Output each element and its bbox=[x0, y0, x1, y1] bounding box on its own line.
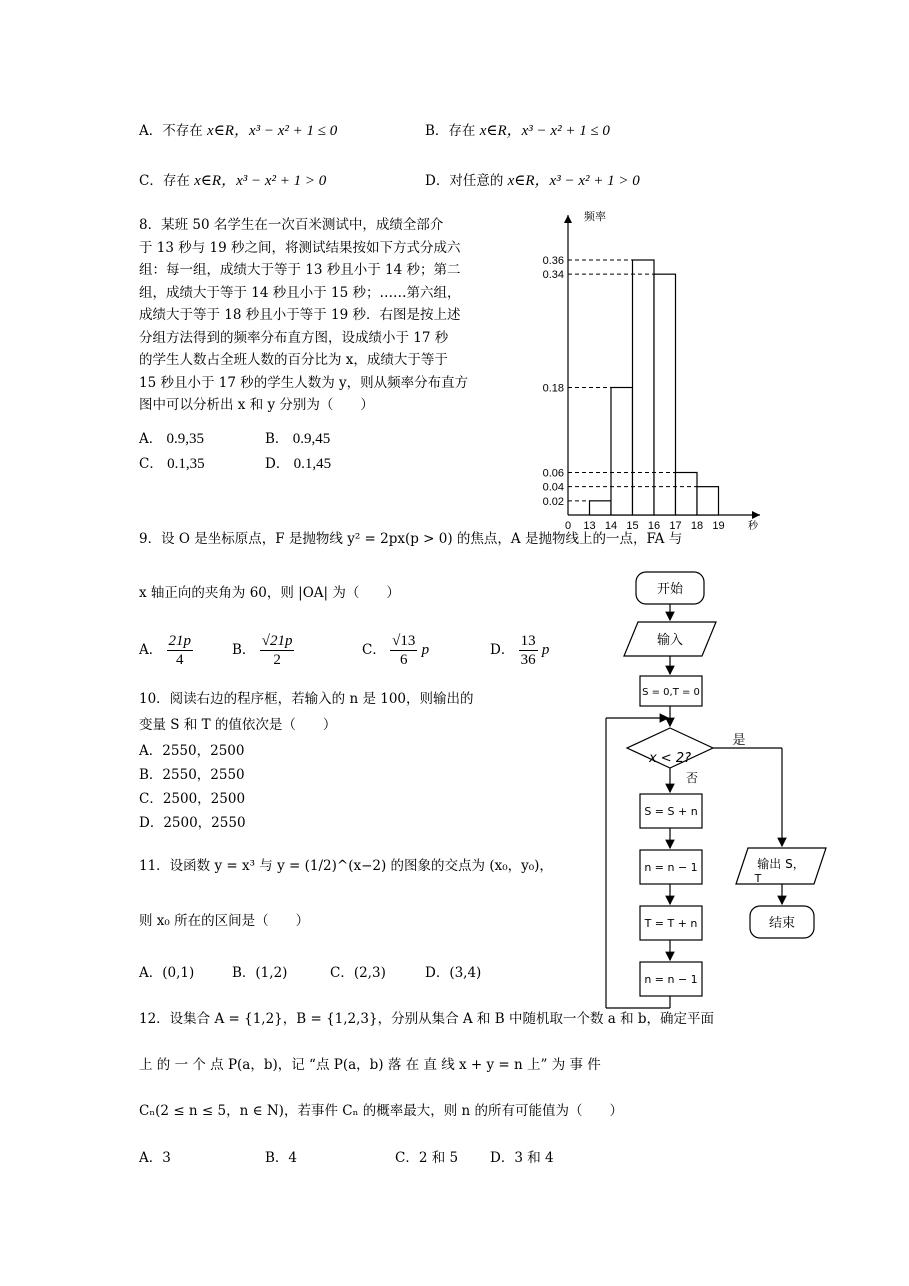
fraction-numerator: √13 bbox=[392, 633, 416, 649]
q11-line1: 11．设函数 y = x³ 与 y = (1/2)^(x−2) 的图象的交点为 (x₀，y₀)， bbox=[139, 858, 553, 874]
y-tick-label: 0.02 bbox=[542, 495, 564, 508]
q11-line2: 则 x₀ 所在的区间是（ ） bbox=[139, 913, 310, 929]
q9-option-d bbox=[490, 632, 549, 669]
q10-line2: 变量 S 和 T 的值依次是（ ） bbox=[139, 717, 337, 733]
x-axis-label: 秒 bbox=[748, 521, 758, 532]
q8-line: 组，成绩大于等于 14 秒且小于 15 秒；……第六组， bbox=[139, 284, 461, 301]
q7-option-c bbox=[139, 170, 326, 192]
y-axis-arrow bbox=[564, 215, 572, 223]
yes-label: 是 bbox=[732, 733, 746, 748]
condition-label: x < 2? bbox=[648, 751, 692, 766]
q8-line: 的学生人数占全班人数的百分比为 x，成绩大于等于 bbox=[139, 352, 448, 368]
q9-option-a-fraction bbox=[167, 632, 194, 669]
q10-line1: 10．阅读右边的程序框，若输入的 n 是 100，则输出的 bbox=[139, 691, 474, 707]
start-label: 开始 bbox=[656, 582, 684, 597]
q7-option-a-math: x∈R，x³ − x² + 1 ≤ 0 bbox=[207, 123, 338, 139]
y-tick-label: 0.18 bbox=[542, 382, 564, 395]
x-tick-label: 17 bbox=[669, 520, 682, 532]
q10-option-b: B．2550，2550 bbox=[139, 767, 245, 783]
q8-option-a-value: 0.9,35 bbox=[166, 431, 205, 447]
q11-option-b: B．(1,2) bbox=[232, 965, 288, 981]
q7-option-a-label: A．不存在 bbox=[139, 123, 203, 139]
histogram-bar bbox=[611, 388, 633, 516]
y-tick-label: 0.04 bbox=[542, 481, 564, 494]
output-label-2: T bbox=[754, 872, 762, 885]
q9-option-c-fraction bbox=[390, 632, 417, 669]
q8-line: 组：每一组，成绩大于等于 13 秒且小于 14 秒；第二 bbox=[139, 262, 461, 278]
histogram-bar bbox=[590, 501, 612, 515]
q12-option-a: A．3 bbox=[139, 1150, 171, 1166]
q12-line2: 上 的 一 个 点 P(a，b)，记 “点 P(a，b) 落 在 直 线 x + y = n 上” 为 事 件 bbox=[139, 1057, 601, 1073]
step-n-label-2: n = n − 1 bbox=[644, 973, 698, 986]
q7-option-c-label: C．存在 bbox=[139, 173, 190, 189]
q8-line: 分组方法得到的频率分布直方图，设成绩小于 17 秒 bbox=[139, 329, 449, 346]
step-n-label-1: n = n − 1 bbox=[644, 861, 698, 874]
x-tick-label: 14 bbox=[604, 520, 618, 532]
fraction-denominator: 36 bbox=[520, 652, 536, 668]
q9-option-b-label: B． bbox=[232, 642, 256, 658]
q8-line: 图中可以分析出 x 和 y 分别为（ ） bbox=[139, 397, 374, 413]
q9-option-c bbox=[362, 632, 429, 669]
q11-option-c: C．(2,3) bbox=[330, 965, 386, 981]
x-tick-label: 18 bbox=[690, 520, 704, 532]
input-label: 输入 bbox=[656, 633, 684, 648]
fraction-denominator: 4 bbox=[176, 652, 184, 668]
q8-option-a bbox=[139, 428, 204, 450]
q9-option-c-label: C． bbox=[362, 642, 386, 658]
q8-option-c bbox=[139, 453, 205, 475]
q9-line1: 9．设 O 是坐标原点，F 是抛物线 y² = 2px(p > 0) 的焦点，A 是抛物线上的一点，FA 与 bbox=[139, 531, 683, 547]
q7-option-c-math: x∈R，x³ − x² + 1 > 0 bbox=[194, 173, 327, 189]
q8-line: 成绩大于等于 18 秒且小于等于 19 秒．右图是按上述 bbox=[139, 307, 461, 323]
step-t-label: T = T + n bbox=[644, 917, 698, 930]
q9-option-a-label: A． bbox=[139, 642, 163, 658]
frequency-histogram bbox=[540, 200, 770, 540]
q8-option-d bbox=[265, 453, 331, 475]
x-tick-label: 16 bbox=[647, 520, 661, 532]
x-axis-arrow bbox=[752, 511, 760, 519]
output-label: 输出 S， bbox=[757, 857, 805, 871]
q8-option-a-label: A． bbox=[139, 431, 163, 447]
x-tick-label: 19 bbox=[712, 520, 725, 532]
histogram-bar bbox=[654, 274, 676, 515]
fraction-denominator: 2 bbox=[273, 652, 281, 668]
q7-option-b-math: x∈R，x³ − x² + 1 ≤ 0 bbox=[479, 123, 610, 139]
q12-option-b: B．4 bbox=[265, 1150, 298, 1166]
q8-option-c-value: 0.1,35 bbox=[167, 456, 205, 472]
q9-option-b bbox=[232, 632, 294, 669]
program-flowchart bbox=[596, 568, 836, 1018]
histogram-bar bbox=[697, 487, 719, 515]
fraction-numerator: √21p bbox=[261, 633, 293, 649]
histogram-bar bbox=[676, 473, 698, 516]
step-s-label: S = S + n bbox=[644, 805, 698, 818]
q8-stem bbox=[139, 214, 519, 417]
y-tick-label: 0.06 bbox=[542, 467, 564, 480]
fraction-numerator: 13 bbox=[520, 633, 536, 649]
q8-line: 8．某班 50 名学生在一次百米测试中，成绩全部介 bbox=[139, 217, 444, 233]
q8-option-b bbox=[265, 428, 330, 450]
q8-option-b-label: B． bbox=[265, 431, 289, 447]
q12-line3: Cₙ(2 ≤ n ≤ 5，n ∈ N)，若事件 Cₙ 的概率最大，则 n 的所有可能值为（ ） bbox=[139, 1103, 623, 1119]
q7-option-d-math: x∈R，x³ − x² + 1 > 0 bbox=[507, 173, 640, 189]
y-tick-label: 0.34 bbox=[542, 269, 564, 282]
q12-option-d: D．3 和 4 bbox=[490, 1150, 554, 1166]
x-tick-label: 15 bbox=[626, 520, 639, 532]
q9-option-c-tail: p bbox=[421, 642, 430, 658]
fraction-numerator: 21p bbox=[168, 633, 192, 649]
q7-option-a bbox=[139, 120, 337, 142]
q10-option-d: D．2500，2550 bbox=[139, 815, 246, 831]
y-tick-label: 0.36 bbox=[542, 255, 564, 267]
q10-option-c: C．2500，2500 bbox=[139, 791, 246, 807]
q7-option-b bbox=[425, 120, 610, 142]
x-tick-label: 0 bbox=[564, 520, 572, 532]
q9-option-a bbox=[139, 632, 193, 669]
q10-option-a: A．2550，2500 bbox=[139, 743, 245, 759]
init-label: S = 0,T = 0 bbox=[642, 687, 700, 698]
q9-line2: x 轴正向的夹角为 60，则 |OA| 为（ ） bbox=[139, 585, 400, 601]
q8-line: 15 秒且小于 17 秒的学生人数为 y，则从频率分布直方 bbox=[139, 374, 469, 391]
q9-option-b-fraction bbox=[260, 632, 295, 669]
q12-option-c: C．2 和 5 bbox=[395, 1150, 459, 1166]
q8-option-d-value: 0.1,45 bbox=[293, 456, 332, 472]
q7-option-b-label: B．存在 bbox=[425, 123, 476, 139]
x-tick-label: 13 bbox=[583, 520, 596, 532]
q8-option-c-label: C． bbox=[139, 456, 163, 472]
end-label: 结束 bbox=[768, 916, 796, 931]
histogram-bar bbox=[633, 260, 655, 515]
q9-option-d-tail: p bbox=[541, 642, 550, 658]
q8-option-b-value: 0.9,45 bbox=[292, 431, 331, 447]
no-label: 否 bbox=[685, 771, 699, 785]
q11-option-a: A．(0,1) bbox=[139, 965, 195, 981]
y-axis-label: 频率 bbox=[584, 211, 606, 223]
fraction-denominator: 6 bbox=[400, 652, 408, 668]
q7-option-d-label: D．对任意的 bbox=[425, 173, 504, 189]
q12-line1: 12．设集合 A = {1,2}，B = {1,2,3}，分别从集合 A 和 B 中随机取一个数 a 和 b，确定平面 bbox=[139, 1011, 715, 1027]
q11-option-d: D．(3,4) bbox=[425, 965, 482, 981]
q7-option-d bbox=[425, 170, 640, 192]
q9-option-d-fraction bbox=[519, 632, 538, 669]
q8-line: 于 13 秒与 19 秒之间，将测试结果按如下方式分成六 bbox=[139, 239, 461, 256]
q8-option-d-label: D． bbox=[265, 456, 290, 472]
q9-option-d-label: D． bbox=[490, 642, 515, 658]
